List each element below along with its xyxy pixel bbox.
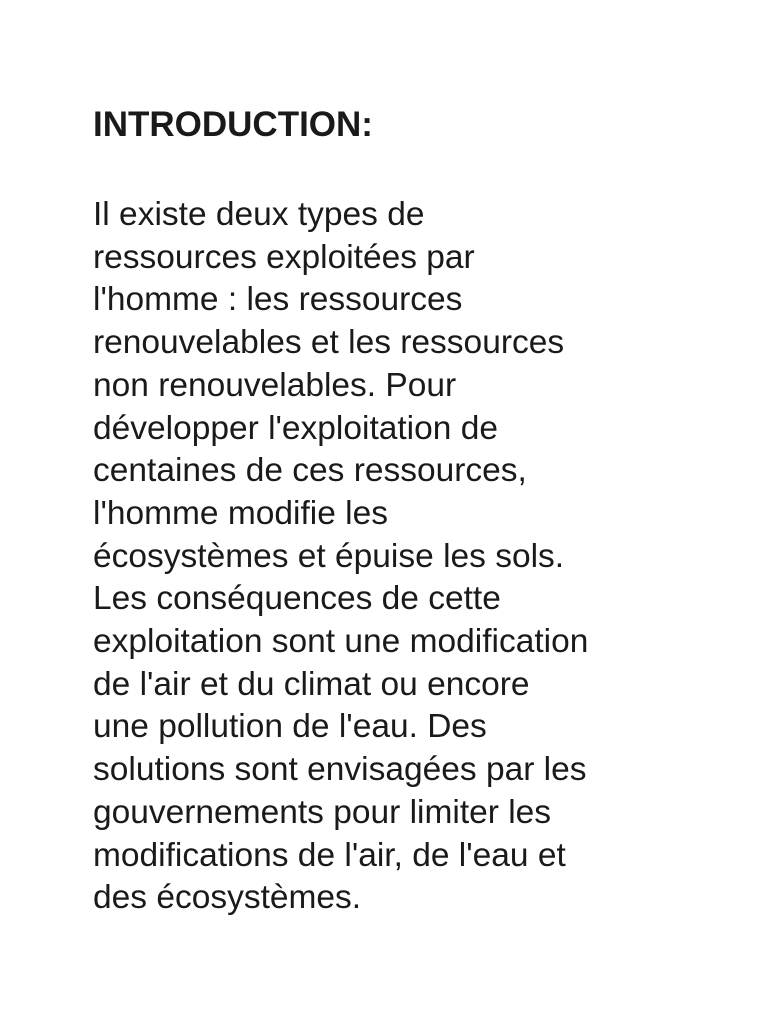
paragraph-line: solutions sont envisagées par les <box>93 751 587 789</box>
paragraph-line: gouvernements pour limiter les <box>93 793 552 831</box>
paragraph-line: centaines de ces ressources, <box>93 452 527 490</box>
paragraph-line: ressources exploitées par <box>93 238 475 276</box>
paragraph-line: des écosystèmes. <box>93 879 362 917</box>
paragraph-line: l'homme : les ressources <box>93 281 463 319</box>
paragraph-line: l'homme modifie les <box>93 494 388 532</box>
paragraph-line: Il existe deux types de <box>93 196 425 233</box>
paragraph-line: renouvelables et les ressources <box>93 324 565 362</box>
paragraph-line: non renouvelables. Pour <box>93 366 457 404</box>
paragraph-line: Les conséquences de cette <box>93 580 501 618</box>
paragraph-line: exploitation sont une modification <box>93 623 589 661</box>
paragraph-line: écosystèmes et épuise les sols. <box>93 537 565 575</box>
paragraph-line: modifications de l'air, de l'eau et <box>93 836 566 874</box>
section-heading: INTRODUCTION: <box>93 105 373 144</box>
paragraph-line: de l'air et du climat ou encore <box>93 665 530 703</box>
body-paragraph <box>93 194 733 920</box>
paragraph-line: développer l'exploitation de <box>93 409 498 447</box>
paragraph-line: une pollution de l'eau. Des <box>93 708 487 746</box>
